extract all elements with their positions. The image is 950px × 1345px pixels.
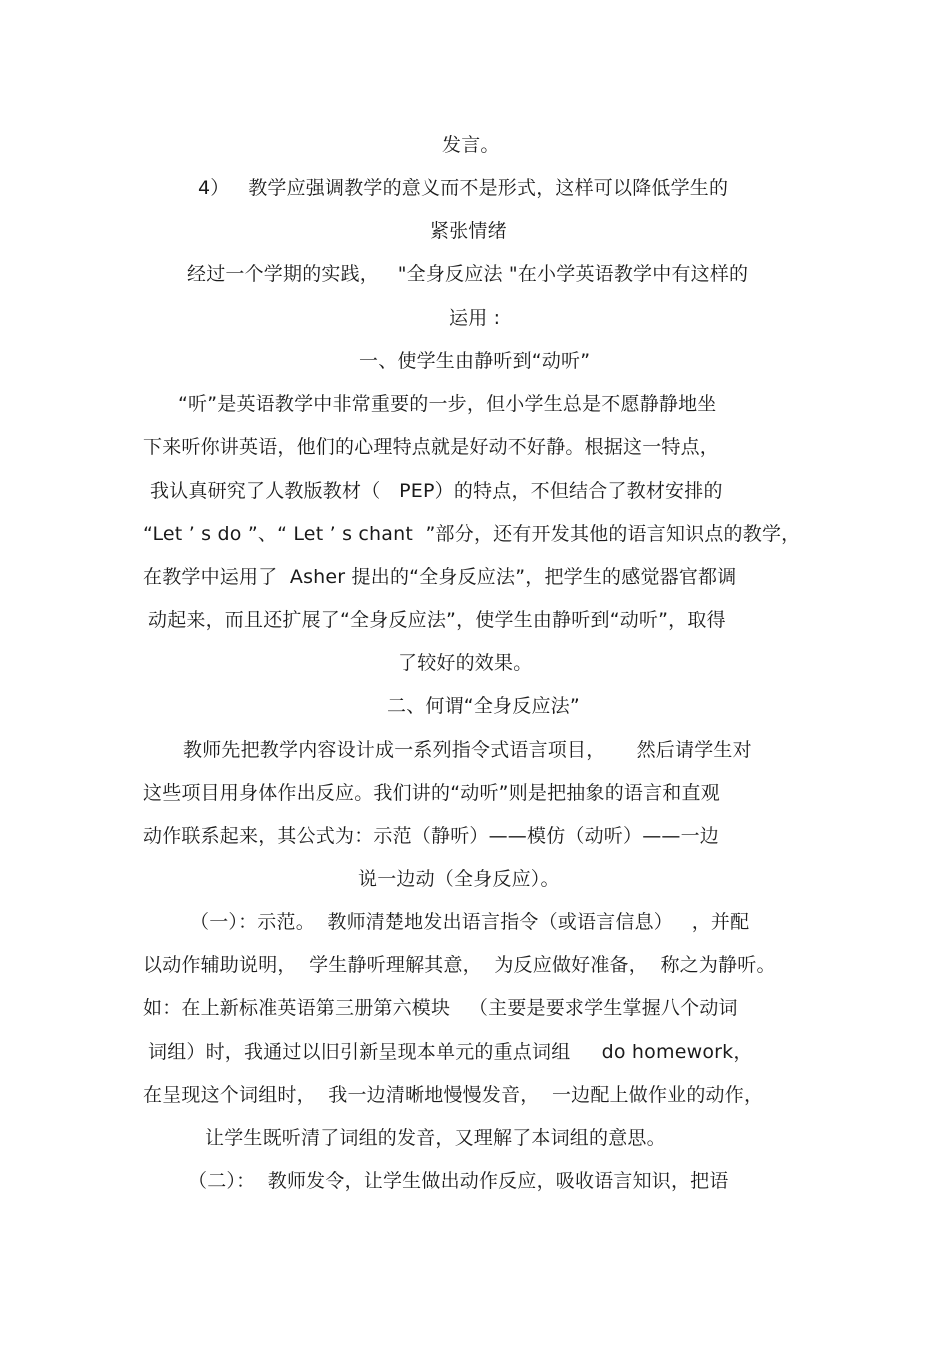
text-line: 词组）时，我通过以旧引新呈现本单元的重点词组 do homework， (148, 1041, 753, 1063)
text-line: 教师先把教学内容设计成一系列指令式语言项目， 然后请学生对 (183, 739, 752, 761)
text-line: 我认真研究了人教版教材（ PEP）的特点，不但结合了教材安排的 (150, 480, 723, 502)
text-line: 这些项目用身体作出反应。我们讲的“动听”则是把抽象的语言和直观 (143, 782, 720, 804)
text-line: 在教学中运用了 Asher 提出的“全身反应法”，把学生的感觉器官都调 (143, 566, 737, 588)
section-heading: 一、使学生由静听到“动听” (359, 350, 591, 372)
text-line: 紧张情绪 (430, 220, 507, 242)
text-line: 动起来，而且还扩展了“全身反应法”，使学生由静听到“动听”，取得 (148, 609, 726, 631)
text-line: 了较好的效果。 (398, 652, 533, 674)
text-line: （一）：示范。 教师清楚地发出语言指令（或语言信息） ，并配 (190, 911, 750, 933)
text-line: 说一边动（全身反应）。 (358, 868, 560, 890)
text-line: 4） 教学应强调教学的意义而不是形式，这样可以降低学生的 (198, 177, 729, 199)
text-line: 动作联系起来，其公式为：示范（静听）——模仿（动听）——一边 (143, 825, 720, 847)
text-line: 以动作辅助说明， 学生静听理解其意， 为反应做好准备， 称之为静听。 (143, 954, 776, 976)
text-line: 如：在上新标准英语第三册第六模块 （主要是要求学生掌握八个动词 (143, 997, 738, 1019)
text-line: 运用 : (449, 307, 501, 329)
text-line: 让学生既听清了词组的发音，又理解了本词组的意思。 (205, 1127, 666, 1149)
text-line: 发言。 (442, 134, 500, 156)
text-line: （二）： 教师发令，让学生做出动作反应，吸收语言知识，把语 (188, 1170, 729, 1192)
text-line: “听”是英语教学中非常重要的一步，但小学生总是不愿静静地坐 (178, 393, 717, 415)
text-line: 经过一个学期的实践， "全身反应法 "在小学英语教学中有这样的 (187, 263, 749, 285)
text-line: “Let ’ s do ”、“ Let ’ s chant ”部分，还有开发其他的语言知识点的教学， (143, 523, 801, 545)
text-line: 下来听你讲英语，他们的心理特点就是好动不好静。根据这一特点， (143, 436, 720, 458)
section-heading: 二、何谓“全身反应法” (387, 695, 580, 717)
text-line: 在呈现这个词组时， 我一边清晰地慢慢发音， 一边配上做作业的动作， (143, 1084, 764, 1106)
